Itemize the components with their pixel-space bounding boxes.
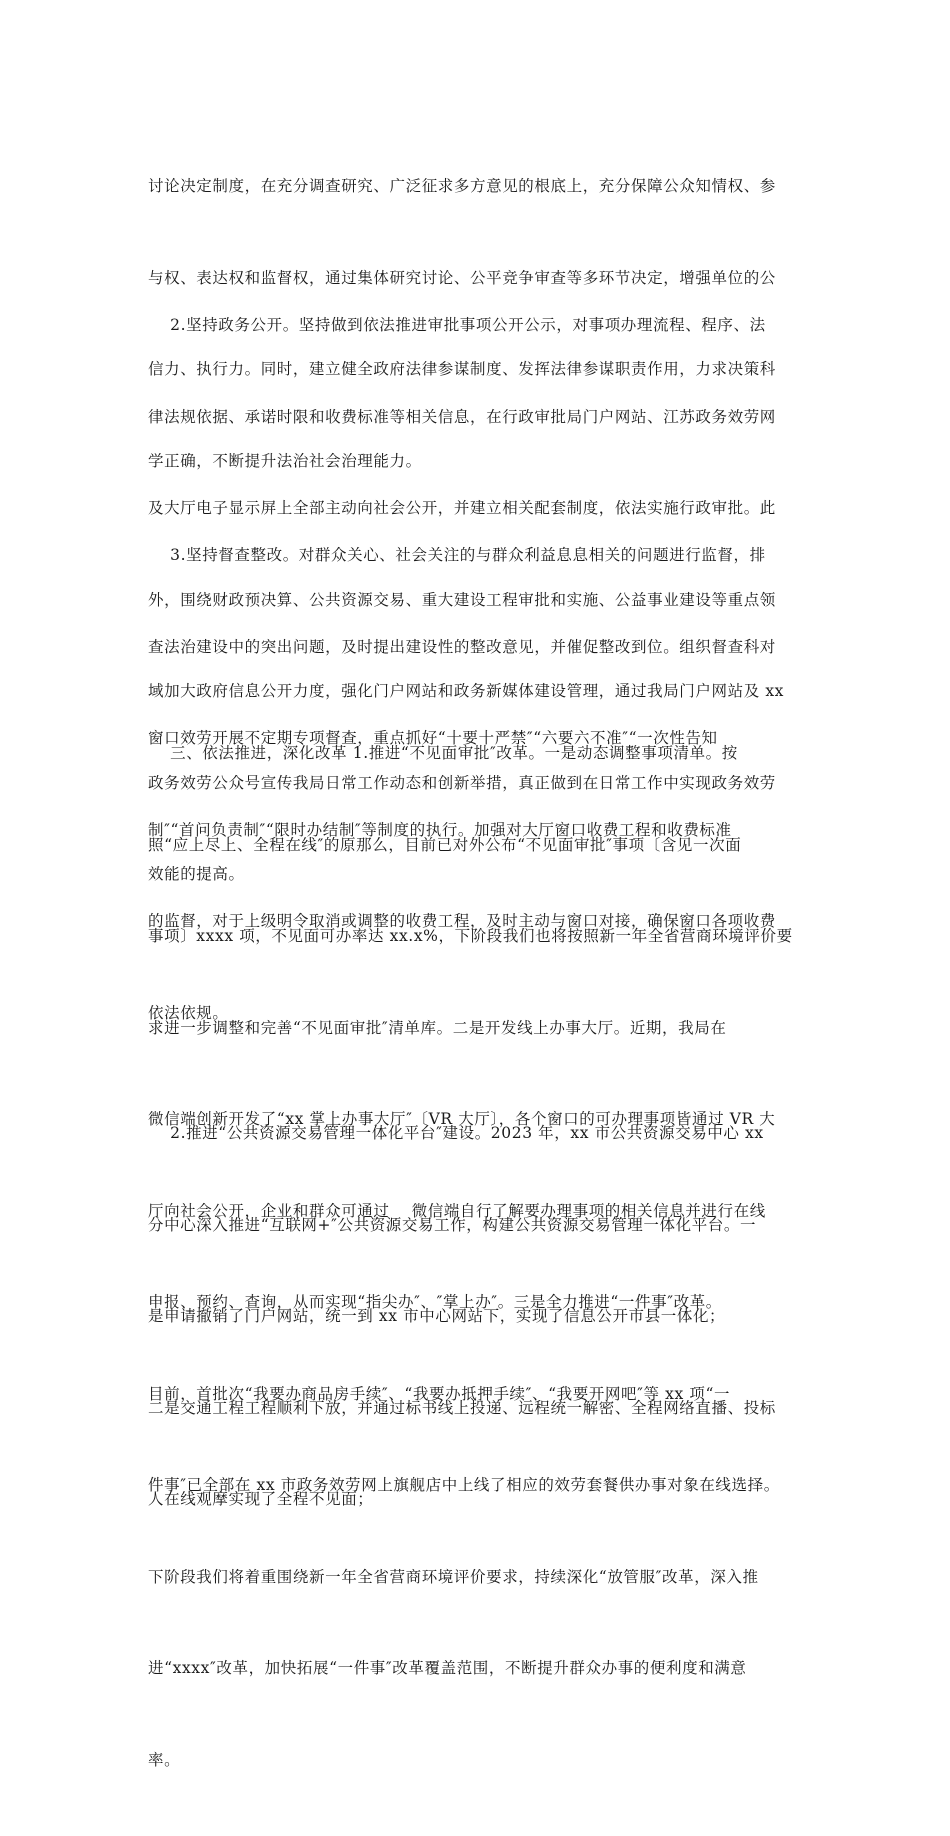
text-line: 外，围绕财政预决算、公共资源交易、重大建设工程审批和实施、公益事业建设等重点领 [148, 590, 776, 609]
text-line: 是申请撤销了门户网站，统一到 xx 市中心网站下，实现了信息公开市县一体化； [148, 1307, 726, 1325]
text-line: 下阶段我们将着重围绕新一年全省营商环境评价要求，持续深化“放管服″改革，深入推 [148, 1567, 759, 1586]
text-line: 的监督，对于上级明令取消或调整的收费工程，及时主动与窗口对接，确保窗口各项收费 [148, 912, 776, 930]
text-line: 微信端创新开发了“xx 掌上办事大厅″〔VR 大厅〕，各个窗口的可办理事项皆通过 VR 大 [148, 1110, 776, 1128]
text-line: 进“xxxx″改革，加快拓展“一件事″改革覆盖范围，不断提升群众办事的便利度和满意 [148, 1659, 747, 1677]
text-line: 求进一步调整和完善“不见面审批″清单库。二是开发线上办事大厅。近期，我局在 [148, 1018, 727, 1037]
text-line: 人在线观摩实现了全程不见面； [148, 1490, 374, 1508]
text-line: 查法治建设中的突出问题，及时提出建设性的整改意见，并催促整改到位。组织督查科对 [148, 637, 776, 656]
text-line: 厅向社会公开，企业和群众可通过 微信端自行了解要办理事项的相关信息并进行在线 [148, 1201, 766, 1220]
text-line: 依法依规。 [148, 1003, 229, 1022]
text-line: 照“应上尽上、全程在线″的原那么，目前已对外公布“不见面审批″事项〔含见一次面 [148, 835, 742, 854]
text-line: 讨论决定制度，在充分调查研究、广泛征求多方意见的根底上，充分保障公众知情权、参 [148, 177, 776, 195]
text-line: 窗口效劳开展不定期专项督查，重点抓好“十要十严禁″“六要六不准″“一次性告知 [148, 729, 718, 747]
text-line: 3.坚持督查整改。对群众关心、社会关注的与群众利益息息相关的问题进行监督，排 [148, 546, 766, 564]
text-line: 信力、执行力。同时，建立健全政府法律参谋制度、发挥法律参谋职责作用，力求决策科 [148, 360, 776, 378]
text-line: 政务效劳公众号宣传我局日常工作动态和创新举措，真正做到在日常工作中实现政务效劳 [148, 773, 776, 792]
text-line: 目前，首批次“我要办商品房手续″、“我要办抵押手续″、“我要开网吧″等 xx 项“一 [148, 1384, 731, 1403]
text-line: 申报、预约、查询，从而实现“指尖办″、″掌上办″。三是全力推进“一件事″改革。 [148, 1293, 722, 1311]
paragraph-public-resource-platform [148, 1057, 810, 1576]
text-line: 域加大政府信息公开力度，强化门户网站和政务新媒体建设管理，通过我局门户网站及 xx [148, 682, 785, 700]
text-line: 2.推进“公共资源交易管理一体化平台″建设。2023 年，xx 市公共资源交易中心 xx [148, 1124, 764, 1142]
text-line: 与权、表达权和监督权，通过集体研究讨论、公平竞争审查等多环节决定，增强单位的公 [148, 268, 776, 287]
text-line: 件事″已全部在 xx 市政务效劳网上旗舰店中上线了相应的效劳套餐供办事对象在线选择。 [148, 1476, 780, 1494]
text-line: 学正确，不断提升法治社会治理能力。 [148, 451, 422, 470]
text-line: 制″“首问负责制″“限时办结制″等制度的执行。加强对大厅窗口收费工程和收费标准 [148, 820, 732, 839]
text-line: 三、依法推进，深化改革 1.推进“不见面审批″改革。一是动态调整事项清单。按 [148, 744, 738, 762]
text-line: 率。 [148, 1750, 181, 1769]
text-line: 及大厅电子显示屏上全部主动向社会公开，并建立相关配套制度，依法实施行政审批。此 [148, 499, 776, 517]
text-line: 律法规依据、承诺时限和收费标准等相关信息，在行政审批局门户网站、江苏政务效劳网 [148, 407, 776, 426]
text-line: 二是交通工程工程顺利下放，并通过标书线上投递、远程统一解密、全程网络直播、投标 [148, 1398, 776, 1417]
text-line: 分中心深入推进“互联网+″公共资源交易工作，构建公共资源交易管理一体化平台。一 [148, 1215, 757, 1234]
text-line: 2.坚持政务公开。坚持做到依法推进审批事项公开公示，对事项办理流程、程序、法 [148, 316, 766, 334]
text-line: 效能的提高。 [148, 865, 245, 883]
text-line: 事项〕xxxx 项，不见面可办率达 xx.x%，下阶段我们也将按照新一年全省营商环境评价要 [148, 927, 793, 945]
